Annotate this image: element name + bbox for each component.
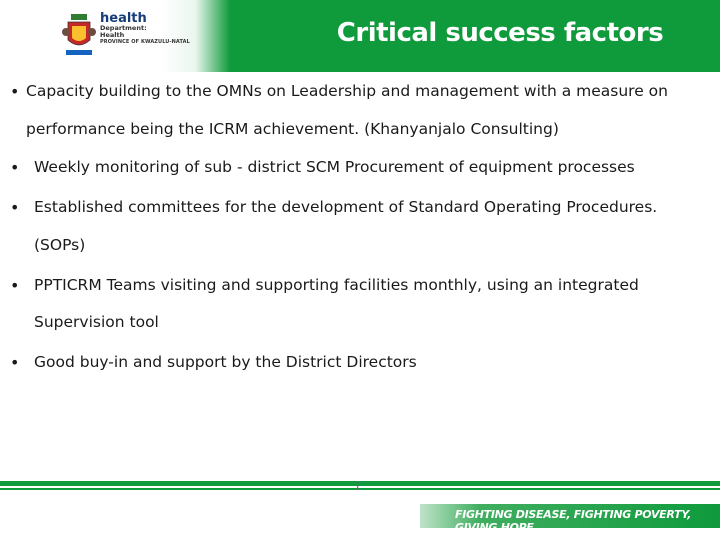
bullet-marker: • bbox=[10, 276, 20, 295]
bullet-5-line-1: Good buy-in and support by the District Directors bbox=[34, 353, 417, 371]
department-logo bbox=[62, 10, 212, 62]
slide-title: Critical success factors bbox=[336, 18, 664, 48]
page-number: 1 bbox=[354, 480, 361, 493]
bullet-1-line-1: Capacity building to the OMNs on Leadership and management with a measure on bbox=[26, 82, 668, 100]
bullet-4-line-1: PPTICRM Teams visiting and supporting facilities monthly, using an integrated bbox=[34, 276, 639, 294]
logo-province-label: PROVINCE OF KWAZULU-NATAL bbox=[100, 39, 190, 45]
logo-wordmark bbox=[100, 12, 190, 46]
bullet-3-line-2: (SOPs) bbox=[34, 236, 86, 254]
bullet-1-line-2: performance being the ICRM achievement. (Khanyanjalo Consulting) bbox=[26, 120, 559, 138]
bullet-4-line-2: Supervision tool bbox=[34, 313, 159, 331]
logo-department-label: Department: bbox=[100, 24, 147, 32]
logo-health-label: Health bbox=[100, 31, 125, 39]
bullet-marker: • bbox=[10, 158, 20, 177]
bullet-3-line-1: Established committees for the development of Standard Operating Procedures. bbox=[34, 198, 658, 216]
logo-health-word: health bbox=[100, 11, 147, 26]
bullet-marker: • bbox=[10, 198, 20, 217]
slogan-text: FIGHTING DISEASE, FIGHTING POVERTY, GIVING HOPE bbox=[455, 508, 691, 534]
bullet-marker: • bbox=[10, 353, 20, 372]
coat-of-arms-icon bbox=[62, 10, 96, 60]
bullet-2-line-1: Weekly monitoring of sub - district SCM Procurement of equipment processes bbox=[34, 158, 635, 176]
bullet-marker: • bbox=[10, 82, 20, 101]
